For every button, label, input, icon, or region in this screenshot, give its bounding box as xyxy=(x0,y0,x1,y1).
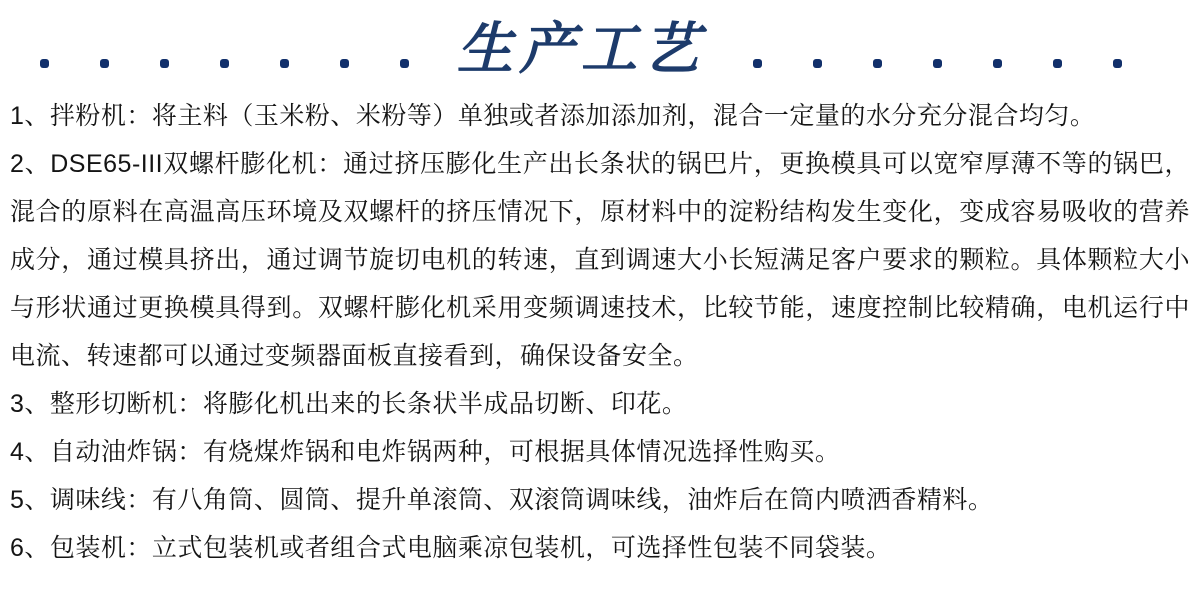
process-steps-list xyxy=(0,88,1200,572)
item-text: DSE65-III双螺杆膨化机：通过挤压膨化生产出长条状的锅巴片，更换模具可以宽窄厚薄不等的锅巴，混合的原料在高温高压环境及双螺杆的挤压情况下，原材料中的淀粉结构发生变化，变成容易吸收的营养成分，通过模具挤出，通过调节旋切电机的转速，直到调速大小长短满足客户要求的颗粒。具体颗粒大小与形状通过更换模具得到。双螺杆膨化机采用变频调速技术，比较节能，速度控制比较精确，电机运行中电流、转速都可以通过变频器面板直接看到，确保设备安全。 xyxy=(10,150,1190,370)
title-bar xyxy=(0,0,1200,88)
decorative-dot xyxy=(100,59,109,68)
decorative-dot xyxy=(873,59,882,68)
item-number: 4、 xyxy=(10,438,50,466)
decorative-dot xyxy=(1113,59,1122,68)
item-number: 6、 xyxy=(10,534,50,562)
process-step-2 xyxy=(10,140,1190,380)
decorative-dot xyxy=(753,59,762,68)
item-text: 自动油炸锅：有烧煤炸锅和电炸锅两种，可根据具体情况选择性购买。 xyxy=(49,438,841,466)
process-step-4 xyxy=(10,428,1190,476)
item-text: 整形切断机：将膨化机出来的长条状半成品切断、印花。 xyxy=(49,390,688,418)
item-text: 包装机：立式包装机或者组合式电脑乘凉包装机，可选择性包装不同袋装。 xyxy=(49,534,892,562)
process-step-1 xyxy=(10,92,1190,140)
page-title: 生产工艺 xyxy=(457,16,705,82)
process-step-6 xyxy=(10,524,1190,572)
decorative-dot xyxy=(400,59,409,68)
decorative-dot xyxy=(993,59,1002,68)
decorative-dot xyxy=(933,59,942,68)
title-dots-left xyxy=(40,59,409,88)
item-number: 5、 xyxy=(10,486,50,514)
decorative-dot xyxy=(1053,59,1062,68)
item-text: 拌粉机：将主料（玉米粉、米粉等）单独或者添加添加剂，混合一定量的水分充分混合均匀。 xyxy=(49,102,1096,130)
decorative-dot xyxy=(160,59,169,68)
item-number: 1、 xyxy=(10,102,50,130)
decorative-dot xyxy=(220,59,229,68)
title-dots-right xyxy=(753,59,1122,88)
item-number: 2、 xyxy=(10,150,51,178)
item-number: 3、 xyxy=(10,390,50,418)
decorative-dot xyxy=(280,59,289,68)
process-step-3 xyxy=(10,380,1190,428)
item-text: 调味线：有八角筒、圆筒、提升单滚筒、双滚筒调味线，油炸后在筒内喷洒香精料。 xyxy=(49,486,994,514)
decorative-dot xyxy=(340,59,349,68)
decorative-dot xyxy=(40,59,49,68)
decorative-dot xyxy=(813,59,822,68)
process-step-5 xyxy=(10,476,1190,524)
